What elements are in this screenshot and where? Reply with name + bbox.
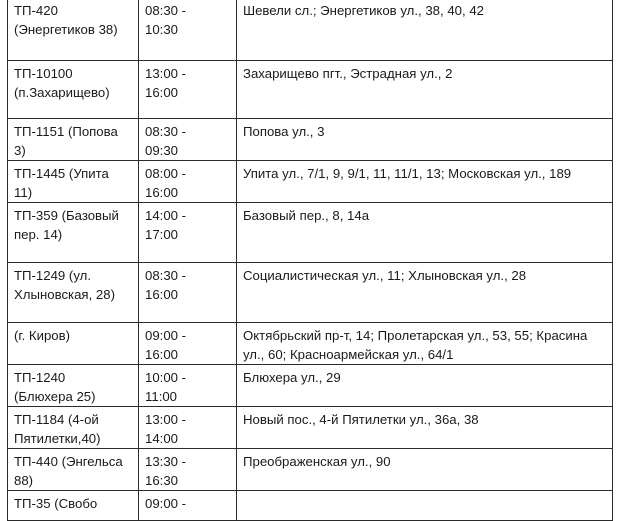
table-row xyxy=(8,407,613,449)
substation-cell xyxy=(8,161,139,203)
address-line: Попова ул., 3 xyxy=(243,124,325,139)
time-line: 13:00 - xyxy=(145,66,187,81)
substation-cell xyxy=(8,61,139,119)
time-line: 14:00 xyxy=(145,431,179,446)
time-line: 09:00 - xyxy=(145,328,187,343)
substation-line: ТП-10100 xyxy=(14,66,73,81)
time-line: 09:30 xyxy=(145,143,179,158)
substation-line: (Энергетиков 38) xyxy=(14,22,118,37)
time-line: 16:00 xyxy=(145,287,179,302)
address-line: Шевели сл.; Энергетиков ул., 38, 40, 42 xyxy=(243,3,485,18)
substation-line: ТП-35 (Свобо xyxy=(14,496,98,511)
address-cell xyxy=(237,0,613,61)
address-cell xyxy=(237,323,613,365)
time-line: 14:00 - xyxy=(145,208,187,223)
time-cell xyxy=(139,407,237,449)
substation-cell xyxy=(8,0,139,61)
substation-line: ТП-440 (Энгельса xyxy=(14,454,123,469)
address-cell xyxy=(237,203,613,263)
time-line: 17:00 xyxy=(145,227,179,242)
substation-cell xyxy=(8,449,139,491)
address-line: ул., 60; Красноармейская ул., 64/1 xyxy=(243,347,454,362)
table-row xyxy=(8,263,613,323)
address-cell xyxy=(237,407,613,449)
time-line: 13:00 - xyxy=(145,412,187,427)
table-row xyxy=(8,491,613,521)
outage-schedule-table xyxy=(7,0,613,521)
table-row xyxy=(8,203,613,263)
substation-line: Хлыновская, 28) xyxy=(14,287,115,302)
address-cell xyxy=(237,119,613,161)
time-cell xyxy=(139,0,237,61)
address-line: Базовый пер., 8, 14а xyxy=(243,208,370,223)
time-line: 16:00 xyxy=(145,347,179,362)
table-row xyxy=(8,0,613,61)
table-row xyxy=(8,449,613,491)
address-line: Преображенская ул., 90 xyxy=(243,454,391,469)
substation-cell xyxy=(8,491,139,521)
address-cell xyxy=(237,263,613,323)
time-line: 11:00 xyxy=(145,389,178,404)
substation-cell xyxy=(8,365,139,407)
time-line: 16:00 xyxy=(145,85,179,100)
substation-cell xyxy=(8,323,139,365)
time-line: 16:00 xyxy=(145,185,179,200)
substation-line: Пятилетки,40) xyxy=(14,431,101,446)
substation-line: ТП-420 xyxy=(14,3,58,18)
substation-line: (Блюхера 25) xyxy=(14,389,96,404)
time-cell xyxy=(139,119,237,161)
address-cell xyxy=(237,449,613,491)
address-cell xyxy=(237,491,613,521)
substation-cell xyxy=(8,119,139,161)
substation-line: ТП-1249 (ул. xyxy=(14,268,91,283)
table-row xyxy=(8,61,613,119)
time-cell xyxy=(139,61,237,119)
table-row xyxy=(8,323,613,365)
substation-line: (г. Киров) xyxy=(14,328,71,343)
address-line: Октябрьский пр-т, 14; Пролетарская ул., 53, 55; Красина xyxy=(243,328,588,343)
time-cell xyxy=(139,323,237,365)
table-body xyxy=(8,0,613,521)
address-line: Новый пос., 4-й Пятилетки ул., 36а, 38 xyxy=(243,412,479,427)
time-cell xyxy=(139,203,237,263)
address-line: Захарищево пгт., Эстрадная ул., 2 xyxy=(243,66,453,81)
substation-cell xyxy=(8,407,139,449)
substation-line: ТП-1445 (Упита xyxy=(14,166,109,181)
address-cell xyxy=(237,365,613,407)
time-cell xyxy=(139,449,237,491)
address-cell xyxy=(237,61,613,119)
time-line: 08:30 - xyxy=(145,268,187,283)
table-row xyxy=(8,119,613,161)
address-line: Социалистическая ул., 11; Хлыновская ул., 28 xyxy=(243,268,527,283)
time-line: 13:30 - xyxy=(145,454,187,469)
time-cell xyxy=(139,365,237,407)
substation-cell xyxy=(8,263,139,323)
time-line: 09:00 - xyxy=(145,496,187,511)
address-line: Блюхера ул., 29 xyxy=(243,370,341,385)
substation-line: 11) xyxy=(14,185,33,200)
time-line: 08:00 - xyxy=(145,166,187,181)
table-row xyxy=(8,365,613,407)
substation-line: ТП-1151 (Попова xyxy=(14,124,118,139)
substation-line: (п.Захарищево) xyxy=(14,85,110,100)
time-cell xyxy=(139,491,237,521)
time-line: 08:30 - xyxy=(145,124,187,139)
address-line: Упита ул., 7/1, 9, 9/1, 11, 11/1, 13; Московская ул., 189 xyxy=(243,166,572,181)
time-line: 16:30 xyxy=(145,473,179,488)
substation-line: 3) xyxy=(14,143,26,158)
substation-line: пер. 14) xyxy=(14,227,63,242)
substation-line: ТП-359 (Базовый xyxy=(14,208,119,223)
substation-line: 88) xyxy=(14,473,34,488)
table-row xyxy=(8,161,613,203)
substation-cell xyxy=(8,203,139,263)
substation-line: ТП-1184 (4-ой xyxy=(14,412,99,427)
time-cell xyxy=(139,161,237,203)
time-cell xyxy=(139,263,237,323)
time-line: 10:30 xyxy=(145,22,179,37)
address-cell xyxy=(237,161,613,203)
time-line: 08:30 - xyxy=(145,3,187,18)
substation-line: ТП-1240 xyxy=(14,370,66,385)
time-line: 10:00 - xyxy=(145,370,187,385)
